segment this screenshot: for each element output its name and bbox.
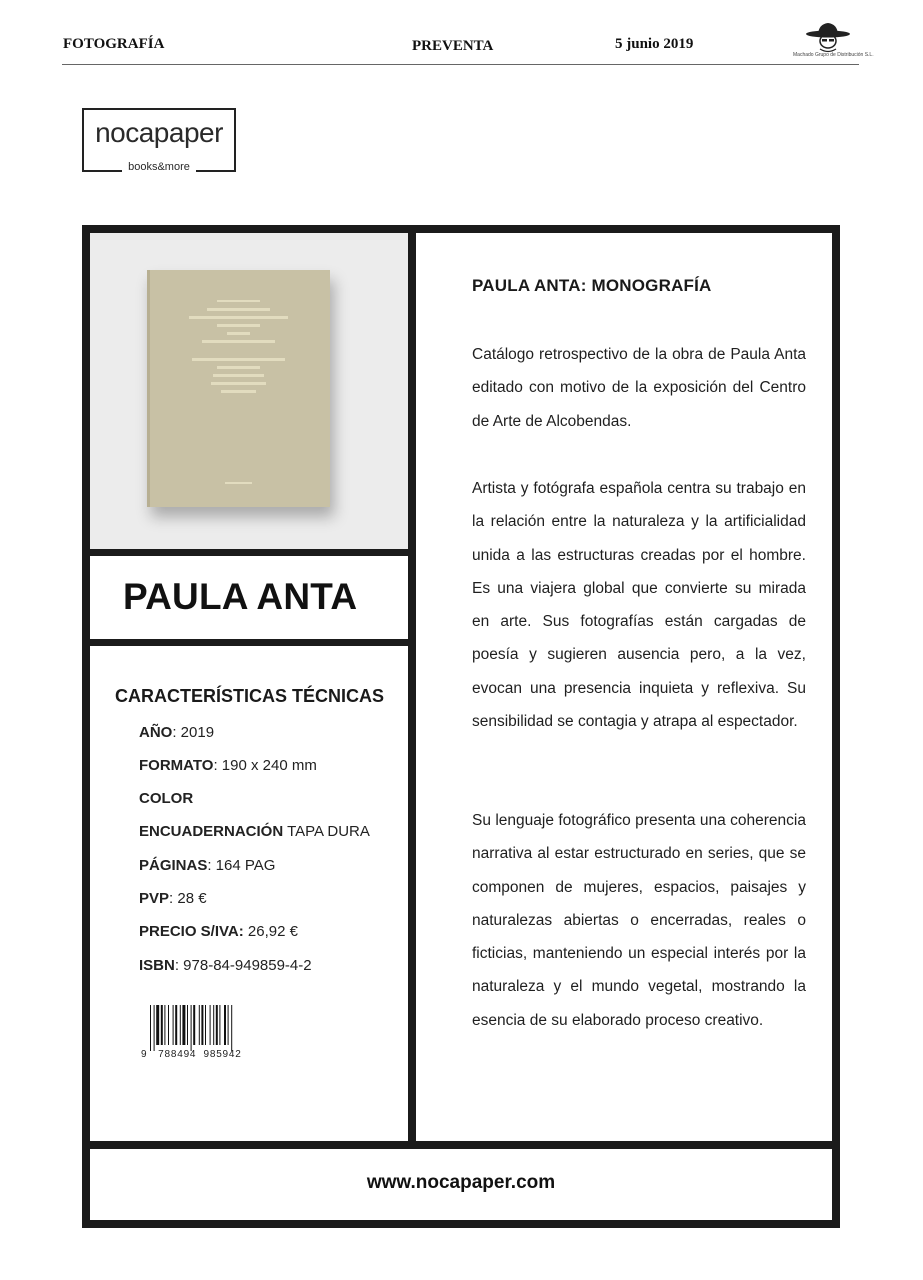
cover-divider [90, 549, 408, 556]
spec-year: AÑO: 2019 [139, 724, 215, 741]
spec-isbn: ISBN: 978-84-949859-4-2 [139, 957, 312, 974]
book-cover-image [147, 270, 330, 507]
name-divider [90, 639, 408, 646]
publisher-logo-tagline: books&more [122, 161, 196, 173]
spec-color: COLOR [139, 790, 194, 807]
description-paragraph: Artista y fotógrafa española centra su trabajo en la relación entre la naturaleza y la artificialidad unida a las estructuras creadas por el hombre. Es una viajera global que convierte su mirada en arte. Sus fotografías están cargadas de poesía y sugieren ausencia pero, a la vez, evocan una presencia inquieta y reflexiva. Su sensibilidad se contagia y atrapa al espectador. [472, 480, 806, 731]
header-status: PREVENTA [412, 38, 494, 54]
description-title: PAULA ANTA: MONOGRAFÍA [472, 276, 712, 295]
spec-pages: PÁGINAS: 164 PAG [139, 857, 276, 874]
spec-pvp: PVP: 28 € [139, 890, 207, 907]
distributor-caption: Machado Grupo de Distribución S.L. [793, 52, 874, 58]
website-link[interactable]: www.nocapaper.com [366, 1172, 556, 1193]
spec-binding: ENCUADERNACIÓN TAPA DURA [139, 823, 370, 840]
header-category: FOTOGRAFÍA [63, 36, 165, 52]
barcode-digits: 9 788494 985942 [141, 1049, 242, 1060]
specs-title: CARACTERÍSTICAS TÉCNICAS [115, 686, 385, 706]
spec-format: FORMATO: 190 x 240 mm [139, 757, 317, 774]
publisher-logo-name: nocapaper [95, 117, 223, 148]
publisher-logo [82, 108, 236, 172]
description-paragraph: Catálogo retrospectivo de la obra de Paula Anta editado con motivo de la exposición del Centro de Arte de Alcobendas. [472, 346, 806, 430]
artist-name: PAULA ANTA [123, 576, 358, 617]
header-divider [62, 64, 859, 65]
footer-divider [90, 1141, 832, 1149]
column-divider [408, 233, 416, 1146]
header-date: 5 junio 2019 [615, 36, 694, 52]
isbn-barcode [150, 1005, 260, 1051]
description-paragraph: Su lenguaje fotográfico presenta una coherencia narrativa al estar estructurado en series, que se componen de mujeres, espacios, paisajes y naturalezas abiertas o encerradas, reales o ficticias, manteniendo un especial interés por la naturaleza y el mundo vegetal, mostrando la esencia de su elaborado proceso creativo. [472, 812, 806, 1029]
spec-price-no-vat: PRECIO S/IVA: 26,92 € [139, 923, 298, 940]
